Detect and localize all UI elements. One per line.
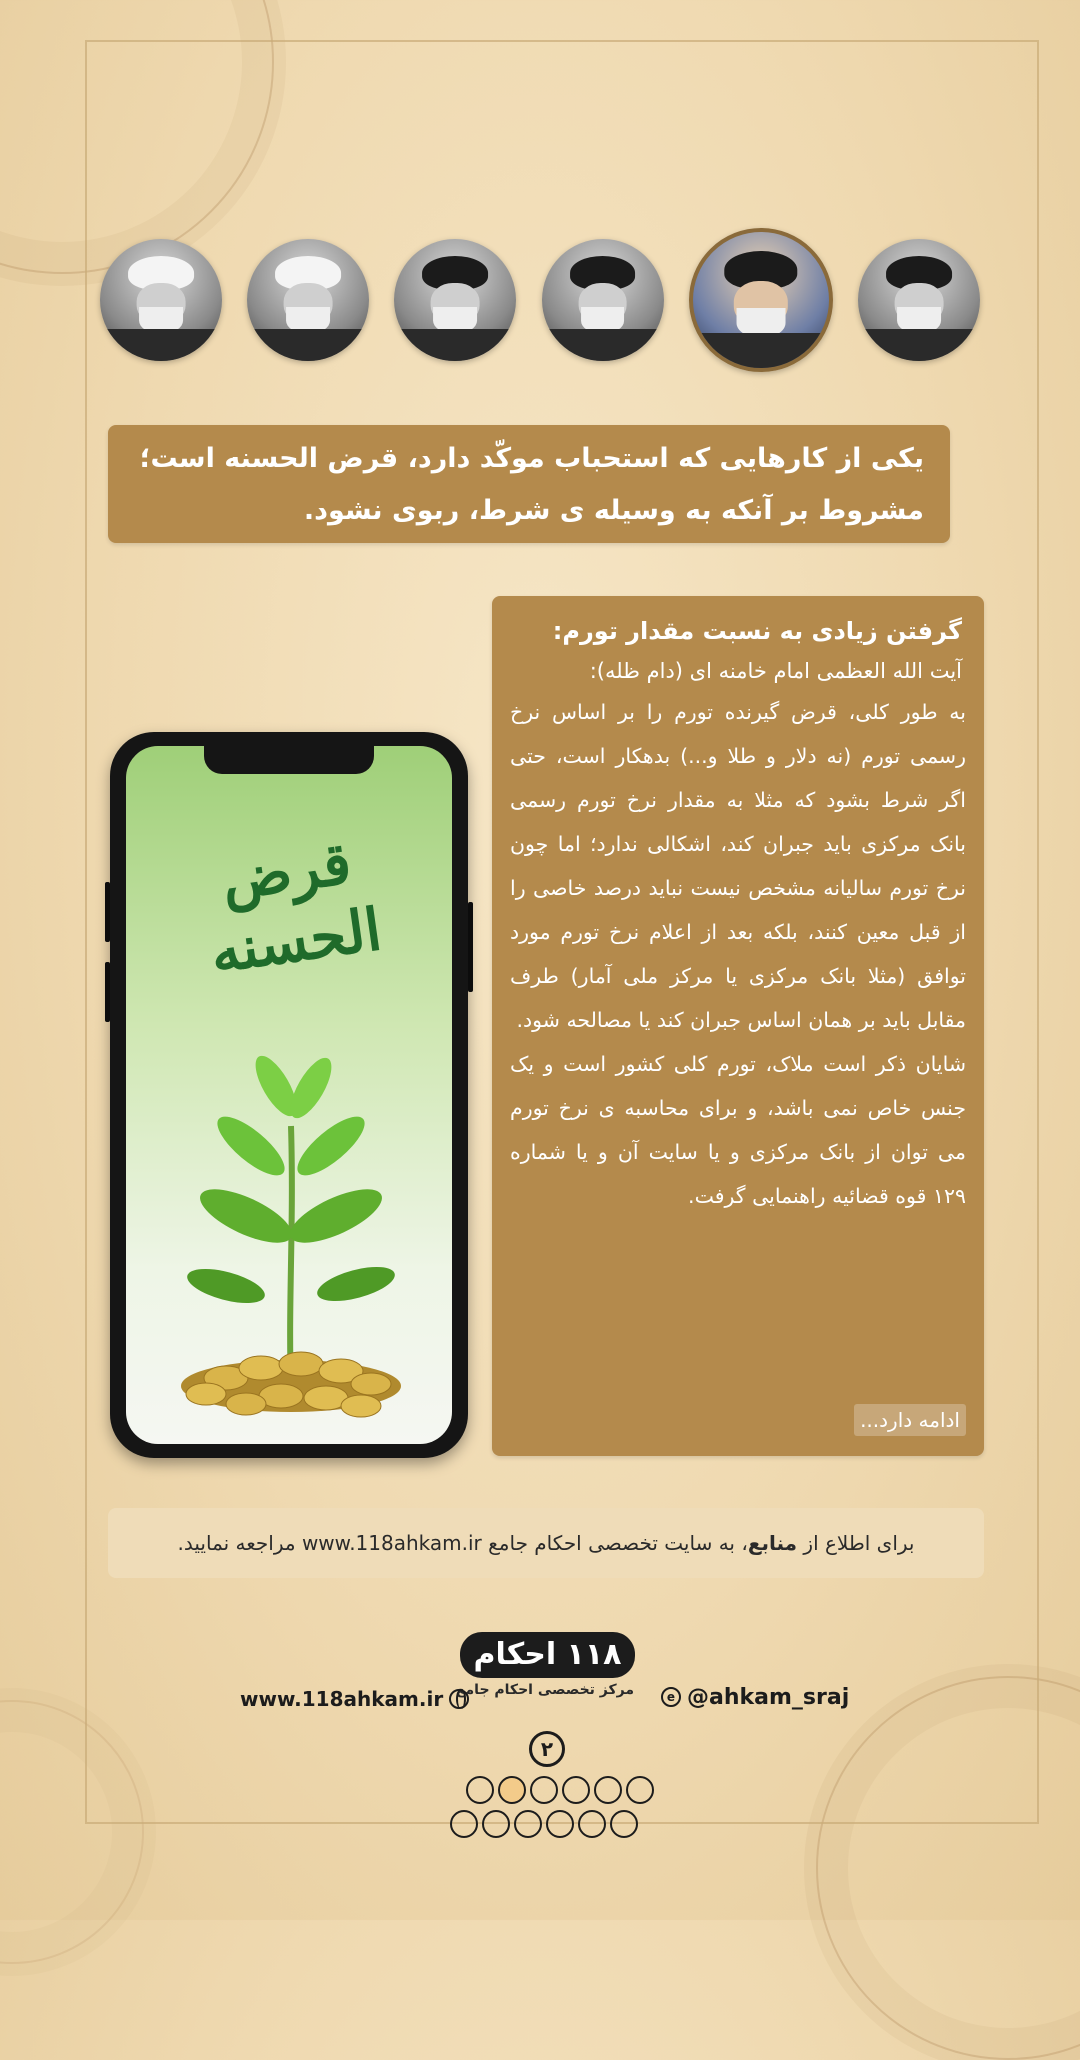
eitaa-icon: e bbox=[661, 1687, 681, 1707]
decor-mandala-bottom-left bbox=[0, 1700, 144, 1964]
panel-paragraph-2: شایان ذکر است ملاک، تورم کلی کشور است و یک جنس خاص نمی باشد، و برای محاسبه ی نرخ تورم می توان از بانک مرکزی و یا سایت آن و یا شماره ۱۲۹ قوه قضائیه راهنمایی گرفت. bbox=[510, 1052, 966, 1208]
pagination-dots bbox=[440, 1776, 650, 1856]
headline-box bbox=[108, 425, 950, 543]
pagination-dot bbox=[626, 1776, 654, 1804]
plant-with-coins-image bbox=[166, 1006, 416, 1426]
pagination-dot bbox=[562, 1776, 590, 1804]
pagination-dot bbox=[530, 1776, 558, 1804]
pagination-dot bbox=[546, 1810, 574, 1838]
phone-illustration bbox=[110, 732, 468, 1458]
pagination-dot bbox=[466, 1776, 494, 1804]
page-number-badge: ۲ bbox=[529, 1731, 565, 1767]
scholar-avatar-5 bbox=[247, 239, 369, 361]
calligraphy-title: قرض الحسنه bbox=[206, 828, 386, 987]
sources-note-suffix: ، به سایت تخصصی احکام جامع www.118ahkam.ir مراجعه نمایید. bbox=[177, 1531, 748, 1555]
headline-line-2: مشروط بر آنکه به وسیله ی شرط، ربوی نشود. bbox=[303, 495, 924, 526]
scholars-row bbox=[100, 230, 980, 370]
website-text[interactable]: www.118ahkam.ir bbox=[240, 1687, 444, 1711]
continued-label: ادامه دارد... bbox=[854, 1404, 966, 1436]
scholar-avatar-2-highlighted bbox=[689, 228, 833, 372]
phone-screen bbox=[126, 746, 452, 1444]
pagination-dot bbox=[482, 1810, 510, 1838]
panel-subtitle: آیت الله العظمی امام خامنه ای (دام ظله): bbox=[589, 659, 962, 683]
panel-paragraph-1: به طور کلی، قرض گیرنده تورم را بر اساس نرخ رسمی تورم (نه دلار و طلا و...) بدهکار است، حتی اگر شرط بشود که مثلا به مقدار نرخ تورم رسمی بانک مرکزی باید جبران کند، اشکالی ندارد؛ اما چون نرخ تورم سالیانه مشخص نیست نباید درصد خاصی را از قبل معین کنند، بلکه بعد از اعلام نرخ تورم مورد توافق (مثلا بانک مرکزی یا مرکز ملی آمار) طرف مقابل باید بر همان اساس جبران کند یا مصالحه شود. bbox=[510, 700, 966, 1032]
website-link[interactable] bbox=[240, 1684, 475, 1714]
panel-body bbox=[492, 690, 984, 1218]
social-handle[interactable] bbox=[655, 1682, 849, 1712]
brand-tagline: مرکز تخصصی احکام جامع bbox=[455, 1682, 635, 1698]
ruling-text-panel bbox=[492, 596, 984, 1456]
scholar-avatar-6 bbox=[100, 239, 222, 361]
social-handle-text[interactable]: @ahkam_sraj bbox=[687, 1684, 850, 1710]
headline-line-1: یکی از کارهایی که استحباب موکّد دارد، قرض الحسنه است؛ bbox=[139, 443, 924, 474]
pagination-dot bbox=[594, 1776, 622, 1804]
scholar-avatar-3 bbox=[542, 239, 664, 361]
sources-note-bold: منابع bbox=[747, 1531, 798, 1555]
sources-note-prefix: برای اطلاع از bbox=[803, 1531, 915, 1555]
panel-title: گرفتن زیادی به نسبت مقدار تورم: bbox=[552, 617, 962, 645]
scholar-avatar-4 bbox=[394, 239, 516, 361]
pagination-dot bbox=[450, 1810, 478, 1838]
pagination-dot bbox=[498, 1776, 526, 1804]
pagination-dot bbox=[610, 1810, 638, 1838]
brand-logo: ۱۱۸ احکام bbox=[460, 1632, 635, 1678]
decor-mandala-bottom-right bbox=[816, 1676, 1080, 2060]
scholar-avatar-1 bbox=[858, 239, 980, 361]
sources-note bbox=[108, 1508, 984, 1578]
pagination-dot bbox=[514, 1810, 542, 1838]
pagination-dot bbox=[578, 1810, 606, 1838]
globe-icon bbox=[449, 1689, 469, 1709]
